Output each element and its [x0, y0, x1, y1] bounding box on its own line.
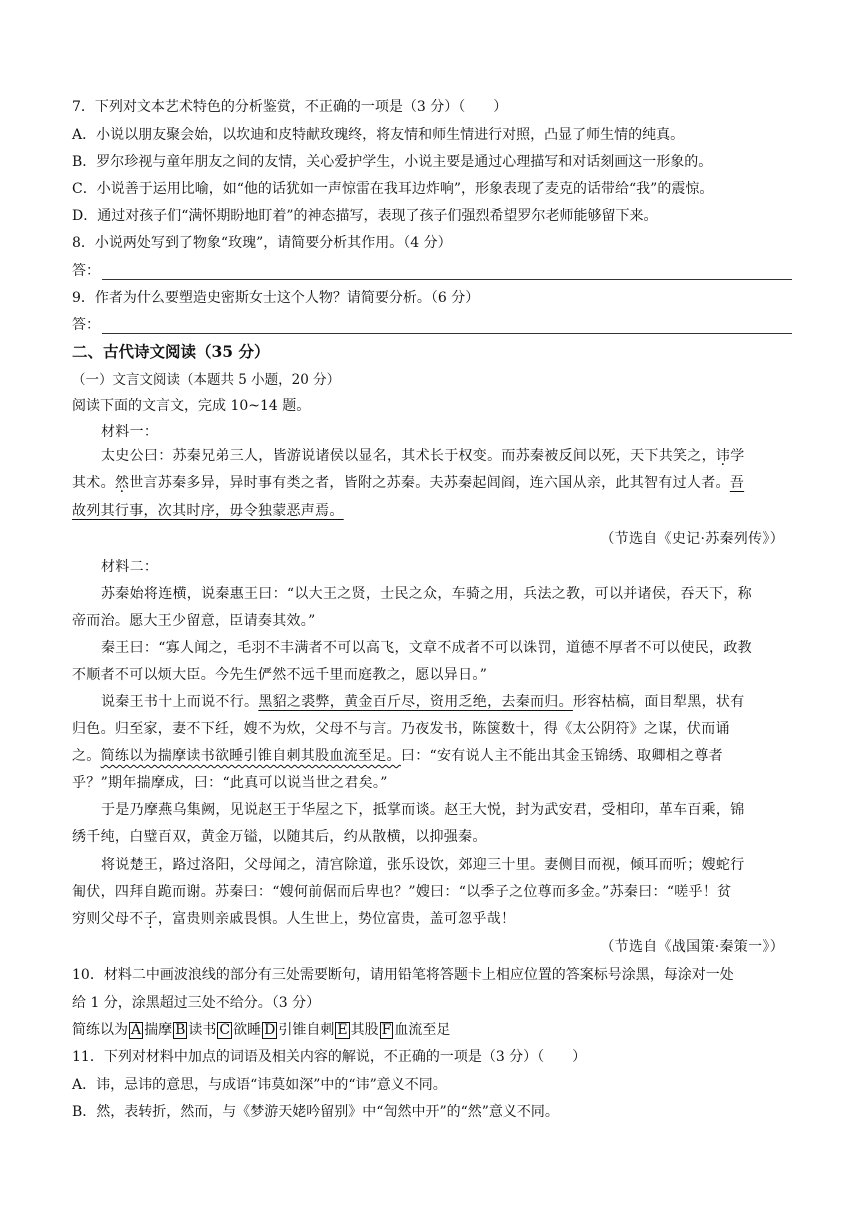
underlined-text: 吾	[729, 475, 745, 491]
section-subtitle: （一）文言文阅读（本题共 5 小题，20 分）	[72, 372, 341, 388]
q9-answer-line[interactable]	[102, 319, 792, 334]
q10-box-f[interactable]: F	[381, 1022, 392, 1038]
q10-segment: 简练以为	[72, 1022, 128, 1038]
q7-option-b: B．罗尔珍视与童年朋友之间的友情，关心爱护学生，小说主要是通过心理描写和对话刻画这一形象的。	[72, 154, 713, 170]
material2-label: 材料二：	[101, 559, 159, 575]
q7-stem: 7．下列对文本艺术特色的分析鉴赏，不正确的一项是（3 分）（ ）	[72, 99, 508, 115]
material2-p3-line1	[101, 693, 792, 711]
material2-p5-line2: 匍伏，四拜自跪而谢。苏秦曰：“嫂何前倨而后卑也？”嫂曰：“以季子之位尊而多金。”苏秦曰：“嗟乎！贫	[72, 884, 732, 900]
material2-text: 形容枯槁，面目犁黑，状有	[572, 694, 745, 710]
q7-option-d: D．通过对孩子们“满怀期盼地盯着”的神态描写，表现了孩子们强烈希望罗尔老师能够留下来。	[72, 208, 658, 224]
material1-source: （节选自《史记·苏秦列传》）	[600, 531, 784, 547]
wavy-underlined-text: 简练以为揣摩读书欲睡引锥自刺其股血流至足。	[100, 748, 401, 764]
q10-box-d[interactable]: D	[264, 1022, 276, 1038]
q7-option-c: C．小说善于运用比喻，如“他的话犹如一声惊雷在我耳边炸响”，形象表现了麦克的话带给“我”的震惊。	[72, 181, 714, 197]
material1-text: 学	[730, 448, 745, 464]
material2-text: 之。	[72, 748, 101, 764]
material1-line3	[72, 502, 792, 520]
q10-segment: 揣摩	[144, 1022, 173, 1038]
q8-answer-label: 答：	[72, 263, 100, 279]
q9-stem: 9．作者为什么要塑造史密斯女士这个人物？请简要分析。（6 分）	[72, 290, 480, 306]
q9-answer-row	[72, 316, 792, 334]
underlined-text: 故列其行事，次其时序，毋令独蒙恶声焉。	[72, 503, 344, 519]
material1-line1	[101, 447, 792, 465]
material2-p4-line2: 绣千纯，白璧百双，黄金万镒，以随其后，约从散横，以抑强秦。	[72, 829, 487, 845]
material2-p2-line2: 不顺者不可以烦大臣。今先生俨然不远千里而庭教之，愿以异日。”	[72, 667, 488, 683]
q8-answer-line[interactable]	[102, 265, 792, 280]
material2-p1-line1: 苏秦始将连横，说秦惠王曰：“以大王之贤，士民之众，车骑之用，兵法之教，可以并诸侯，吞天下，称	[101, 586, 752, 602]
underlined-text: 黑貂之裘弊，黄金百斤尽，资用乏绝，去秦而归。	[258, 694, 573, 710]
q10-box-b[interactable]: B	[175, 1022, 186, 1038]
q9-answer-label: 答：	[72, 317, 100, 333]
material2-text: 穷则父母不	[72, 911, 144, 927]
q8-answer-row	[72, 262, 792, 280]
material2-p5-line1: 将说楚王，路过洛阳，父母闻之，清宫除道，张乐设饮，郊迎三十里。妻侧目而视，倾耳而听；嫂蛇行	[101, 857, 745, 873]
material2-p1-line2: 帝而治。愿大王少留意，臣请奏其效。”	[72, 613, 316, 629]
material2-p2-line1: 秦王曰：“寡人闻之，毛羽不丰满者不可以高飞，文章不成者不可以诛罚，道德不厚者不可以使民，政教	[101, 640, 752, 656]
q8-stem: 8．小说两处写到了物象“玫瑰”，请简要分析其作用。（4 分）	[72, 235, 452, 251]
q11-stem: 11．下列对材料中加点的词语及相关内容的解说，不正确的一项是（3 分）（ ）	[72, 1049, 587, 1065]
material2-p3-line3	[72, 747, 792, 765]
q10-stem-line2: 给 1 分，涂黑超过三处不给分。（3 分）	[72, 995, 321, 1011]
material2-text: 曰：“安有说人主不能出其金玉锦绣、取卿相之尊者	[400, 748, 723, 764]
dotted-word-ran: 然	[114, 475, 130, 491]
q10-segment: 其股	[350, 1022, 379, 1038]
material2-p3-line2: 归色。归至家，妻不下纴，嫂不为炊，父母不与言。乃夜发书，陈箧数十，得《太公阴符》之谋，伏而诵	[72, 721, 730, 737]
material1-text: 世言苏秦多异，异时事有类之者，皆附之苏秦。夫苏秦起闾阎，连六国从亲，此其智有过人者。	[129, 475, 730, 491]
q10-segment: 引锥自刺	[278, 1022, 335, 1038]
q10-box-e[interactable]: E	[337, 1022, 348, 1038]
dotted-word-hui: 讳	[715, 448, 731, 464]
dotted-word-zi: 子	[143, 911, 158, 927]
q10-segment: 欲睡	[233, 1022, 262, 1038]
material2-text: ，富贵则亲戚畏惧。人生世上，势位富贵，盖可忽乎哉！	[157, 911, 516, 927]
material1-text: 太史公曰：苏秦兄弟三人，皆游说诸侯以显名，其术长于权变。而苏秦被反间以死，天下共笑之，	[101, 448, 716, 464]
section-instruction: 阅读下面的文言文，完成 10~14 题。	[72, 398, 311, 414]
q10-segment: 读书	[188, 1022, 217, 1038]
q10-box-c[interactable]: C	[219, 1022, 231, 1038]
section-title: 二、古代诗文阅读（35 分）	[72, 342, 270, 361]
material2-p5-line3	[72, 910, 792, 928]
q10-segment-row	[72, 1021, 792, 1039]
material2-text: 说秦王书十上而说不行。	[101, 694, 259, 710]
material2-p3-line4: 乎？”期年揣摩成，曰：“此真可以说当世之君矣。”	[72, 775, 388, 791]
material1-label: 材料一：	[101, 424, 159, 440]
q10-box-a[interactable]: A	[131, 1022, 142, 1038]
material1-line2	[72, 474, 792, 492]
material2-p4-line1: 于是乃摩燕乌集阙，见说赵王于华屋之下，抵掌而谈。赵王大悦，封为武安君，受相印，革车百乘，锦	[101, 802, 745, 818]
material1-text: 其术。	[72, 475, 115, 491]
q10-segment: 血流至足	[394, 1022, 451, 1038]
q11-option-a: A．讳，忌讳的意思，与成语“讳莫如深”中的“讳”意义不同。	[72, 1077, 447, 1093]
q7-option-a: A．小说以朋友聚会始，以坎迪和皮特献玫瑰终，将友情和师生情进行对照，凸显了师生情的纯真。	[72, 127, 685, 143]
material2-source: （节选自《战国策·秦策一》）	[600, 939, 784, 955]
q10-stem-line1: 10．材料二中画波浪线的部分有三处需要断句，请用铅笔将答题卡上相应位置的答案标号涂黑，每涂对一处	[72, 967, 734, 983]
q11-option-b: B．然，表转折，然而，与《梦游天姥吟留别》中“訇然中开”的“然”意义不同。	[72, 1104, 559, 1120]
